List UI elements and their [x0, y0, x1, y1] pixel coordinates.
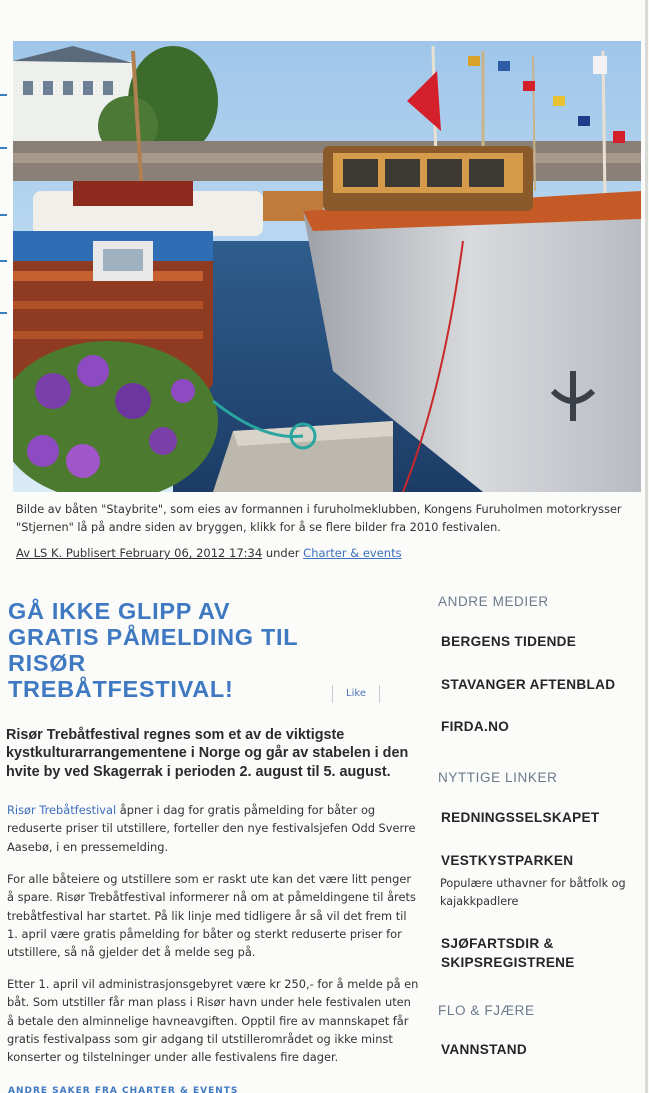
article-paragraph: For alle båteiere og utstillere som er raskt ute kan det være litt penger å spare. Risør Trebåtfestival informerer nå om at påmeldingene til årets trebåtfestival har startet. På lik linje med tidligere år så vil det frem til 1. april være gratis påmelding for båter og sterkt reduserte priser for utstillere, så nå gjelder det å melde seg på.: [7, 872, 416, 960]
byline-author-date[interactable]: Av LS K. Publisert February 06, 2012 17:34: [16, 546, 263, 560]
like-button[interactable]: Like: [332, 685, 380, 703]
sidebar-link-redningsselskapet[interactable]: REDNINGSSELSKAPET: [441, 810, 600, 825]
sidebar-link-vannstand[interactable]: VANNSTAND: [441, 1042, 528, 1057]
page-edge: [645, 0, 648, 1093]
article-headline: GÅ IKKE GLIPP AV GRATIS PÅMELDING TIL RISØR TREBÅTFESTIVAL!: [8, 598, 298, 702]
sidebar-heading-andre-medier: ANDRE MEDIER: [438, 594, 549, 609]
sidebar-heading-nyttige-linker: NYTTIGE LINKER: [438, 770, 558, 785]
related-heading-cutoff: ANDRE SAKER FRA CHARTER & EVENTS: [8, 1086, 239, 1093]
article-lead: Risør Trebåtfestival regnes som et av de viktigste kystkulturarrangementene i Norge og går av stabelen i den hvite by ved Skagerrak i perioden 2. august til 5. august.: [6, 727, 409, 780]
sidebar-link-vestkystparken[interactable]: VESTKYSTPARKEN: [441, 853, 574, 868]
harbour-boats-image: [13, 41, 641, 492]
article-photo[interactable]: [13, 41, 641, 492]
byline-under: under: [262, 546, 304, 560]
sidebar-link-sjofartsdir[interactable]: SJØFARTSDIR & SKIPSREGISTRENE: [441, 936, 575, 970]
edge-marker: [0, 214, 7, 216]
sidebar-link-description: Populære uthavner for båtfolk og kajakkpadlere: [440, 877, 626, 908]
sidebar-link-firda[interactable]: FIRDA.NO: [441, 719, 510, 734]
sidebar-heading-flo-fjaere: FLO & FJÆRE: [438, 1003, 535, 1018]
paragraph-text: åpner i dag for gratis påmelding for båter og reduserte priser til utstillere, forteller den nye festivalsjefen Odd Sverre Aasebø, i en pressemelding.: [7, 803, 416, 854]
edge-marker: [0, 312, 7, 314]
article-paragraph: [7, 801, 419, 856]
edge-marker: [0, 260, 7, 262]
festival-link[interactable]: Risør Trebåtfestival: [7, 803, 117, 817]
edge-marker: [0, 94, 7, 96]
photo-caption: Bilde av båten "Staybrite", som eies av formannen i furuholmeklubben, Kongens Furuholmen motorkrysser "Stjernen" lå på andre siden av bryggen, klikk for å se flere bilder fra 2010 festivalen.: [16, 503, 622, 534]
sidebar-link-bergens-tidende[interactable]: BERGENS TIDENDE: [441, 634, 577, 649]
sidebar-link-stavanger-aftenblad[interactable]: STAVANGER AFTENBLAD: [441, 677, 616, 692]
category-link[interactable]: Charter & events: [303, 546, 402, 560]
article-paragraph: Etter 1. april vil administrasjonsgebyret være kr 250,- for å melde på en båt. Som utstiller får man plass i Risør havn under hele festivalen uten å betale den alminnelige havneavgiften. Opptil fire av mannskapet får gratis festivalpass som gir adgang til utstillerområdet og ikke minst konserter og tilstelninger under alle festivalens fire dager.: [7, 977, 419, 1065]
byline: [16, 546, 402, 560]
edge-marker: [0, 147, 7, 149]
